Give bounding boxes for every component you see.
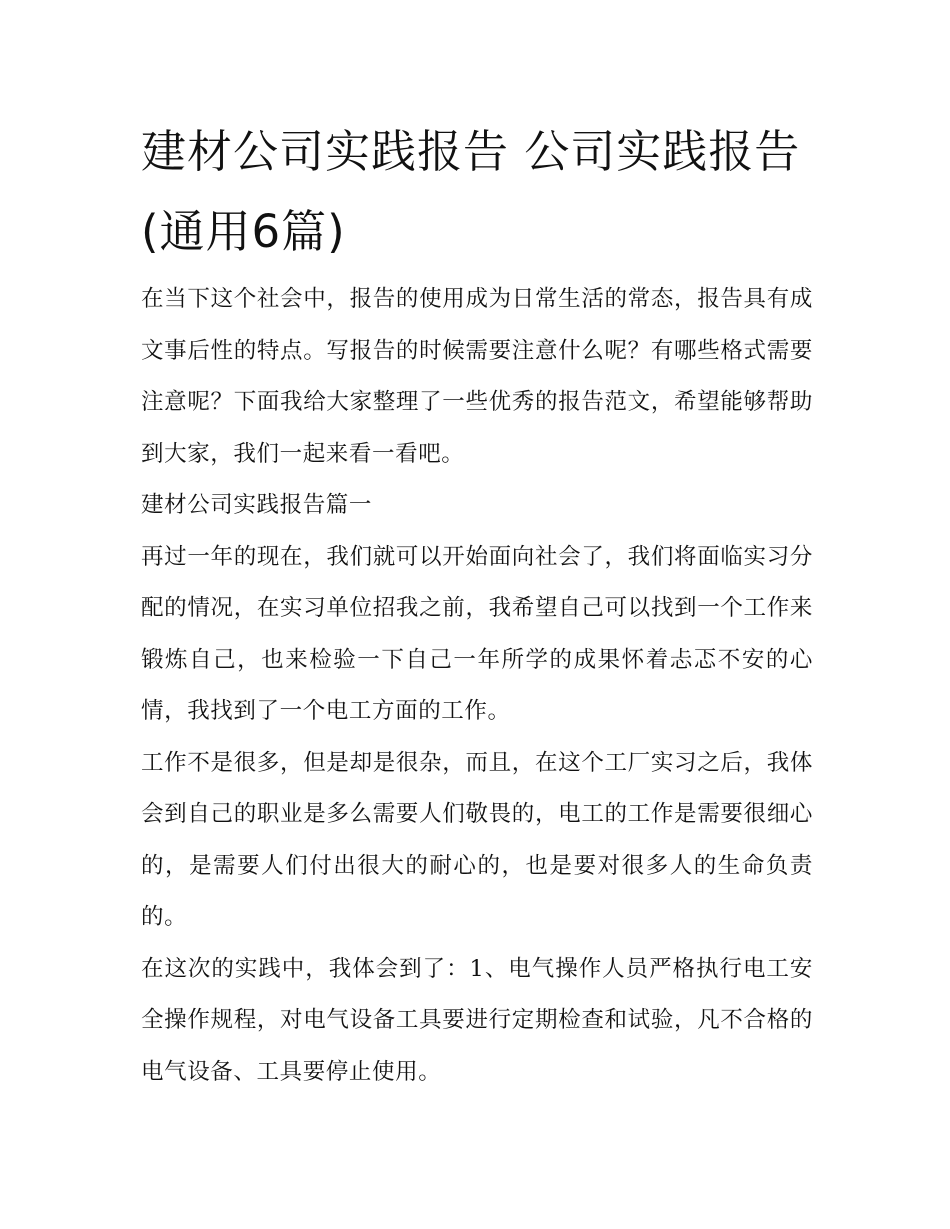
section-heading: 建材公司实践报告篇一 (141, 492, 373, 518)
intro-paragraph: 在当下这个社会中，报告的使用成为日常生活的常态，报告具有成文事后性的特点。写报告的时候需要注意什么呢？有哪些格式需要注意呢？下面我给大家整理了一些优秀的报告范文，希望能够帮助到大家，我们一起来看一看吧。 (141, 286, 813, 467)
body-paragraph-2: 工作不是很多，但是却是很杂，而且，在这个工厂实习之后，我体会到自己的职业是多么需要人们敬畏的，电工的工作是需要很细心的，是需要人们付出很大的耐心的，也是要对很多人的生命负责的。 (141, 749, 813, 930)
document-page (141, 112, 813, 1098)
body-paragraph-3: 在这次的实践中，我体会到了：1、电气操作人员严格执行电工安全操作规程，对电气设备工具要进行定期检查和试验，凡不合格的电气设备、工具要停止使用。 (141, 955, 813, 1085)
document-title: 建材公司实践报告 公司实践报告(通用6篇) (141, 125, 801, 258)
body-paragraph-1: 再过一年的现在，我们就可以开始面向社会了，我们将面临实习分配的情况，在实习单位招我之前，我希望自己可以找到一个工作来锻炼自己，也来检验一下自己一年所学的成果怀着忐忑不安的心情，我找到了一个电工方面的工作。 (141, 543, 813, 724)
